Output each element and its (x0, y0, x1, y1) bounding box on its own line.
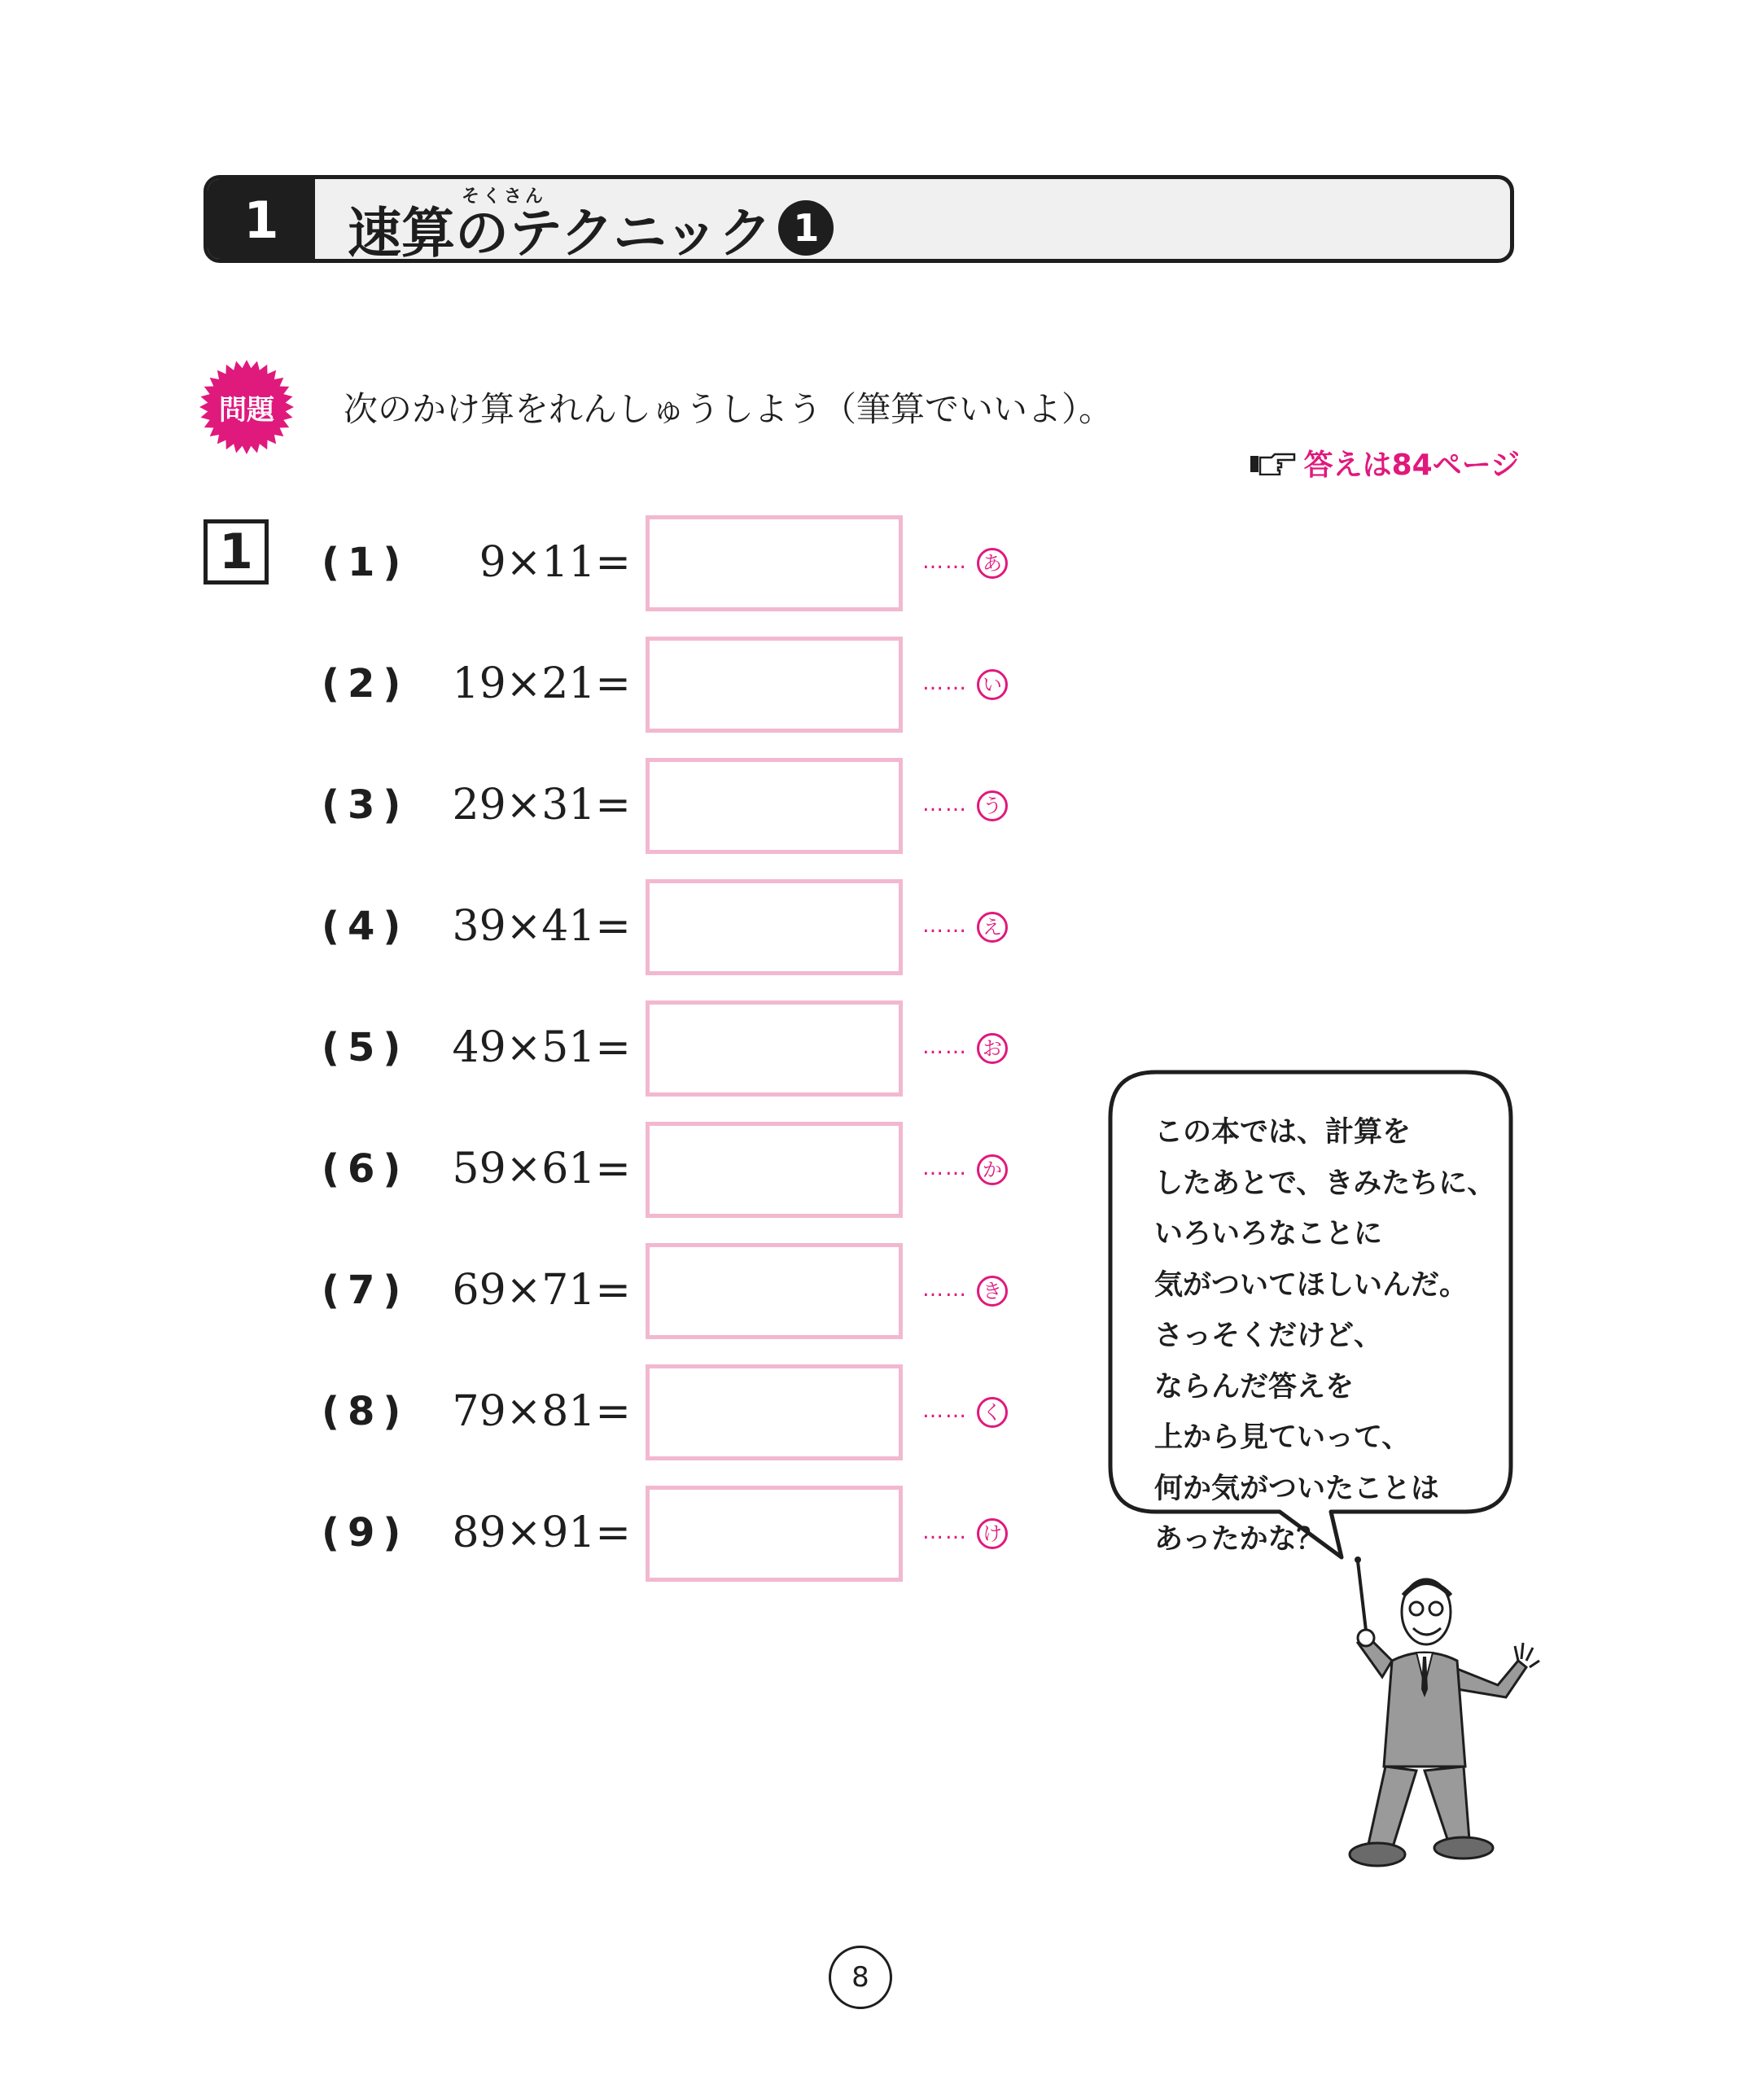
problem-row (0, 1486, 1058, 1583)
speech-bubble-text (1154, 1107, 1512, 1565)
page-title: 速算のテクニック (348, 201, 773, 263)
answer-box[interactable] (646, 1122, 903, 1218)
problem-badge-label: 問題 (219, 393, 274, 427)
problem-label: (1) (322, 540, 409, 585)
problem-row (0, 637, 1058, 734)
answer-tag: あ (977, 548, 1008, 579)
problem-label: (6) (322, 1146, 409, 1192)
answer-tag: け (977, 1518, 1008, 1549)
problem-row (0, 1000, 1058, 1098)
problem-row (0, 879, 1058, 977)
bubble-line: この本では、計算を (1154, 1116, 1412, 1149)
problem-label: (2) (322, 661, 409, 707)
problem-expression: 69×71= (452, 1266, 631, 1315)
leader-dots: …… (922, 1156, 968, 1180)
answer-box[interactable] (646, 515, 903, 611)
header-number: 1 (208, 179, 315, 259)
header-badge: 1 (778, 200, 834, 256)
problem-row (0, 1243, 1058, 1341)
problem-label: (4) (322, 904, 409, 949)
section-number: 1 (204, 519, 269, 584)
bubble-line: さっそくだけど、 (1154, 1320, 1383, 1352)
leader-dots: …… (922, 1399, 968, 1423)
problem-label: (9) (322, 1510, 409, 1556)
answer-tag: く (977, 1397, 1008, 1428)
leader-dots: …… (922, 671, 968, 695)
page-number: 8 (829, 1946, 892, 2009)
bubble-line: したあとで、きみたちに、 (1154, 1167, 1496, 1200)
answer-tag: か (977, 1154, 1008, 1185)
bubble-line: あったかな？ (1154, 1523, 1325, 1556)
problem-label: (3) (322, 782, 409, 828)
answer-reference-text: 答えは84ページ (1303, 449, 1520, 482)
leader-dots: …… (922, 549, 968, 574)
problem-expression: 9×11= (479, 538, 631, 587)
problem-expression: 19×21= (452, 659, 631, 708)
problem-row (0, 1364, 1058, 1462)
problem-expression: 79×81= (452, 1387, 631, 1436)
teacher-illustration (1335, 1547, 1563, 1872)
answer-tag: き (977, 1276, 1008, 1307)
leader-dots: …… (922, 1035, 968, 1059)
answer-box[interactable] (646, 1243, 903, 1339)
problem-row (0, 1122, 1058, 1219)
leader-dots: …… (922, 1277, 968, 1302)
problem-expression: 29×31= (452, 781, 631, 830)
header-title-area (315, 179, 1510, 263)
answer-tag: え (977, 912, 1008, 943)
bubble-line: 何か気がついたことは (1154, 1472, 1440, 1505)
leader-dots: …… (922, 1520, 968, 1544)
problem-label: (8) (322, 1389, 409, 1434)
answer-tag: お (977, 1033, 1008, 1064)
problem-expression: 59×61= (452, 1145, 631, 1193)
bubble-line: ならんだ答えを (1154, 1370, 1355, 1403)
pointing-hand-icon (1249, 451, 1298, 475)
problem-label: (7) (322, 1267, 409, 1313)
answer-box[interactable] (646, 1364, 903, 1460)
answer-tag: い (977, 669, 1008, 700)
section-header (204, 175, 1514, 263)
answer-box[interactable] (646, 1000, 903, 1097)
problem-row (0, 515, 1058, 613)
answer-box[interactable] (646, 637, 903, 733)
bubble-line: 気がついてほしいんだ。 (1154, 1268, 1469, 1302)
instruction-text: 次のかけ算をれんしゅうしよう（筆算でいいよ）。 (344, 389, 1114, 429)
problem-label: (5) (322, 1025, 409, 1070)
problem-expression: 89×91= (452, 1508, 631, 1557)
answer-box[interactable] (646, 879, 903, 975)
header-ruby: そくさん (462, 186, 547, 207)
answer-reference (1249, 442, 1520, 484)
answer-tag: う (977, 790, 1008, 821)
answer-box[interactable] (646, 1486, 903, 1582)
bubble-line: いろいろなことに (1154, 1218, 1383, 1250)
leader-dots: …… (922, 913, 968, 938)
problem-row (0, 758, 1058, 856)
problem-expression: 39×41= (452, 902, 631, 951)
leader-dots: …… (922, 792, 968, 817)
bubble-line: 上から見ていって、 (1154, 1421, 1411, 1454)
problem-expression: 49×51= (452, 1023, 631, 1072)
answer-box[interactable] (646, 758, 903, 854)
